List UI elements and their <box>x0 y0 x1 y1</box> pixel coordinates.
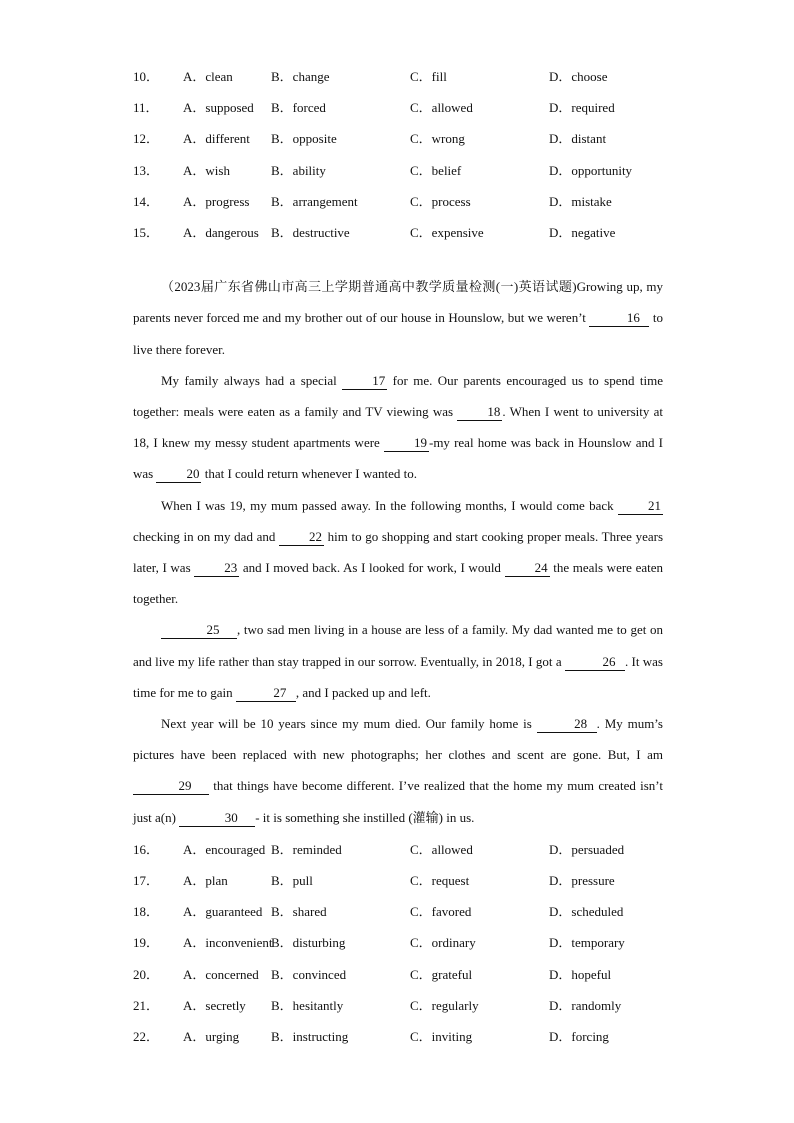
option-c: C．belief <box>410 162 462 178</box>
passage-text: My family always had a special <box>161 372 343 388</box>
option-d: D．mistake <box>549 193 612 209</box>
option-d: D．distant <box>549 131 607 147</box>
passage-text: him to go shopping and start cooking proper meals. Three years later, I was <box>133 528 664 575</box>
option-c: C．regularly <box>410 997 479 1013</box>
option-d: D．negative <box>549 225 616 241</box>
passage-text: . It was time for me to gain <box>133 653 663 700</box>
passage-text: the meals were eaten together. <box>133 559 664 607</box>
question-row-15 <box>133 216 663 247</box>
option-b: B．change <box>271 69 330 85</box>
option-c: C．expensive <box>410 225 484 241</box>
blank-17: 17 <box>342 373 387 390</box>
cloze-passage <box>133 271 663 833</box>
passage-paragraph-4 <box>133 614 663 708</box>
option-b: B．arrangement <box>271 193 358 209</box>
option-c: C．wrong <box>410 131 465 147</box>
question-row-14 <box>133 185 663 216</box>
option-d: D．randomly <box>549 997 622 1013</box>
option-a: A．urging <box>183 1029 240 1044</box>
blank-24: 24 <box>505 560 550 577</box>
blank-19: 19 <box>384 435 429 452</box>
passage-text: When I was 19, my mum passed away. In the following months, I would come back <box>161 497 618 513</box>
option-a: A．progress <box>183 193 250 209</box>
option-d: D．temporary <box>549 935 625 951</box>
question-row-20 <box>133 958 663 989</box>
option-a: A．plan <box>183 873 228 889</box>
exam-page <box>133 60 663 1051</box>
blank-28: 28 <box>537 716 597 733</box>
question-row-13 <box>133 154 663 185</box>
blank-22: 22 <box>279 529 324 546</box>
option-a: A．dangerous <box>183 225 259 241</box>
question-row-17 <box>133 864 663 895</box>
option-b: B．hesitantly <box>271 997 344 1013</box>
passage-paragraph-3 <box>133 490 663 615</box>
option-a: A．encouraged <box>183 841 266 857</box>
option-c: C．allowed <box>410 100 473 116</box>
question-number: 21． <box>133 997 160 1013</box>
question-number: 17． <box>133 873 160 889</box>
question-row-22 <box>133 1020 663 1051</box>
blank-30: 30 <box>179 810 255 827</box>
question-number: 13． <box>133 162 160 178</box>
option-d: D．pressure <box>549 873 615 889</box>
option-d: D．choose <box>549 69 608 85</box>
blank-18: 18 <box>457 404 502 421</box>
passage-paragraph-1 <box>133 271 663 365</box>
option-d: D．hopeful <box>549 966 612 982</box>
question-number: 18． <box>133 904 160 920</box>
question-number: 15． <box>133 225 160 241</box>
question-row-19 <box>133 926 663 957</box>
option-b: B．forced <box>271 100 326 116</box>
question-row-16 <box>133 833 663 864</box>
option-b: B．destructive <box>271 225 350 241</box>
option-b: B．instructing <box>271 1029 349 1044</box>
question-number: 20． <box>133 966 160 982</box>
option-a: A．inconvenient <box>183 935 273 951</box>
blank-25: 25 <box>161 622 237 639</box>
option-c: C．favored <box>410 904 472 920</box>
passage-text: Growing up, my parents never forced me and my brother out of our house in Hounslow, but we weren’t <box>133 279 663 326</box>
blank-23: 23 <box>194 560 239 577</box>
passage-text: , and I packed up and left. <box>295 684 431 700</box>
option-d: D．scheduled <box>549 904 624 920</box>
passage-text: and I moved back. As I looked for work, I would <box>239 559 505 575</box>
option-a: A．supposed <box>183 100 254 116</box>
option-a: A．different <box>183 131 250 147</box>
option-c: C．fill <box>410 69 447 85</box>
question-number: 11． <box>133 100 159 116</box>
blank-16: 16 <box>589 310 649 327</box>
question-row-11 <box>133 91 663 122</box>
option-d: D．forcing <box>549 1029 609 1044</box>
blank-20: 20 <box>156 466 201 483</box>
passage-text: - it is something she instilled (灌输) in us. <box>255 809 475 825</box>
option-b: B．reminded <box>271 841 342 857</box>
question-number: 16． <box>133 841 160 857</box>
blank-29: 29 <box>133 778 209 795</box>
question-number: 14． <box>133 193 160 209</box>
option-d: D．persuaded <box>549 841 625 857</box>
option-a: A．secretly <box>183 997 246 1013</box>
passage-paragraph-2 <box>133 365 663 490</box>
passage-text: Next year will be 10 years since my mum died. Our family home is <box>161 715 537 731</box>
question-number: 10． <box>133 69 160 85</box>
option-c: C．allowed <box>410 841 473 857</box>
question-list-top <box>133 60 663 247</box>
option-a: A．guaranteed <box>183 904 263 920</box>
blank-26: 26 <box>565 654 625 671</box>
option-c: C．ordinary <box>410 935 476 951</box>
option-b: B．opposite <box>271 131 337 147</box>
passage-text: to live there forever. <box>133 310 663 357</box>
passage-text: that things have become different. I’ve realized that the home my mum created isn’t just a(n) <box>133 778 663 825</box>
option-d: D．required <box>549 100 615 116</box>
option-c: C．request <box>410 873 470 889</box>
passage-source: （2023届广东省佛山市高三上学期普通高中教学质量检测(一)英语试题) <box>161 279 577 295</box>
question-row-21 <box>133 989 663 1020</box>
option-b: B．convinced <box>271 966 347 982</box>
question-row-10 <box>133 60 663 91</box>
passage-paragraph-5 <box>133 708 663 833</box>
passage-text: . When I went to university at 18, I knew my messy student apartments were <box>133 403 663 451</box>
option-a: A．concerned <box>183 966 259 982</box>
passage-text: -my real home was back in Hounslow and I was <box>133 435 663 482</box>
question-number: 12． <box>133 131 160 147</box>
passage-text: . My mum’s pictures have been replaced with new photographs; her clothes and scent are gone. But, I am <box>133 715 663 763</box>
option-b: B．pull <box>271 873 313 889</box>
option-a: A．clean <box>183 69 233 85</box>
passage-text: checking in on my dad and <box>133 528 279 544</box>
option-b: B．disturbing <box>271 935 346 951</box>
question-number: 22． <box>133 1029 160 1044</box>
passage-text: that I could return whenever I wanted to. <box>201 466 417 482</box>
question-number: 19． <box>133 935 160 951</box>
question-row-12 <box>133 122 663 153</box>
option-a: A．wish <box>183 162 230 178</box>
option-c: C．grateful <box>410 966 473 982</box>
option-b: B．shared <box>271 904 327 920</box>
blank-27: 27 <box>236 685 296 702</box>
blank-21: 21 <box>618 498 663 515</box>
question-row-18 <box>133 895 663 926</box>
passage-text: , two sad men living in a house are less of a family. My dad wanted me to get on and live my life rather than stay trapped in our sorrow. Eventually, in 2018, I got a <box>133 622 663 669</box>
question-list-bottom <box>133 833 663 1051</box>
option-c: C．inviting <box>410 1029 473 1044</box>
passage-text: for me. Our parents encouraged us to spend time together: meals were eaten as a family and TV viewing was <box>133 372 664 419</box>
option-b: B．ability <box>271 162 326 178</box>
option-d: D．opportunity <box>549 162 633 178</box>
option-c: C．process <box>410 193 471 209</box>
